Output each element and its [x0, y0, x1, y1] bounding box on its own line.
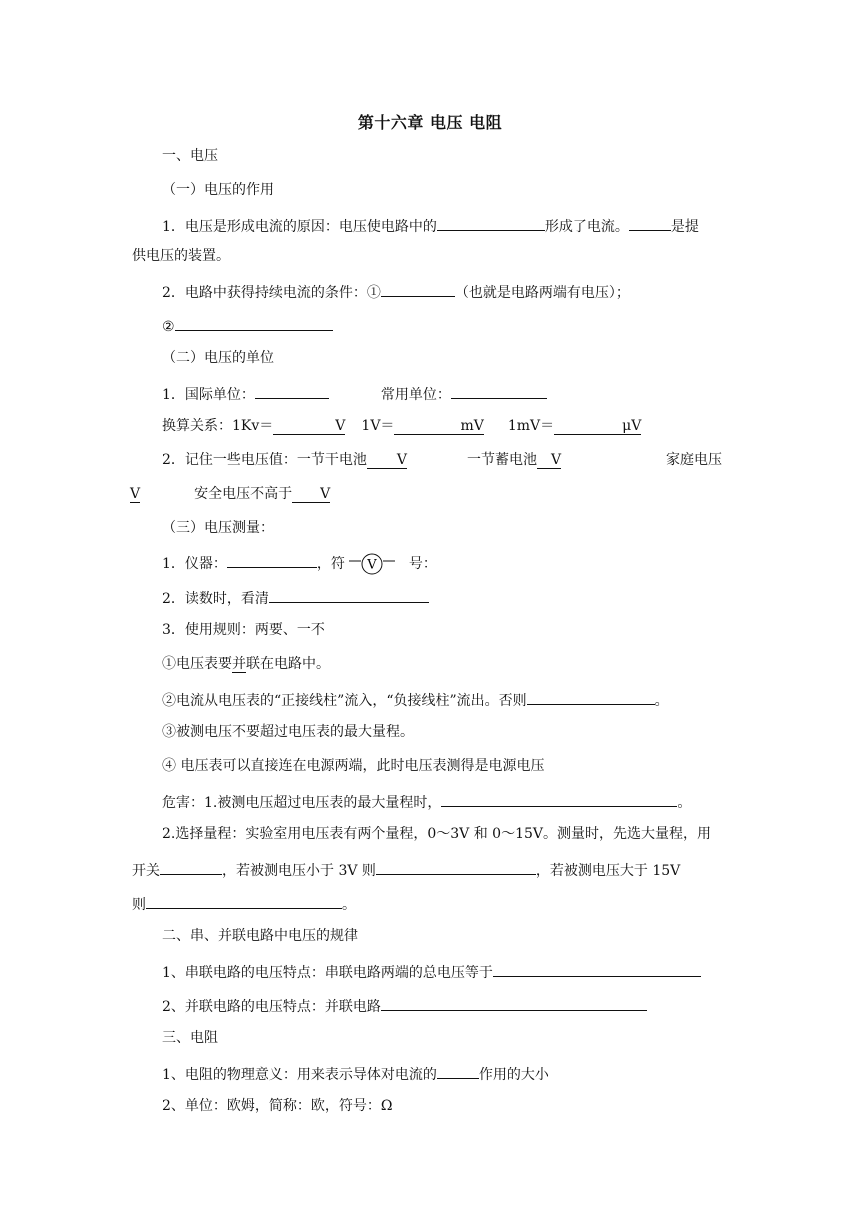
question-text: ②: [162, 319, 175, 335]
question-text: 1V＝: [361, 418, 395, 434]
answer-blank[interactable]: [537, 452, 561, 469]
question-text: 2．记住一些电压值：一节干电池: [162, 452, 367, 468]
section-series-parallel-heading: 二、串、并联电路中电压的规律: [162, 928, 358, 944]
subsection-voltage-measure-heading: （三）电压测量：: [162, 520, 274, 536]
question-2-line: [162, 280, 630, 303]
underlined-word: 并: [232, 656, 246, 672]
rule-4-line: ④ 电压表可以直接连在电源两端，此时电压表测得是电源电压: [162, 758, 545, 774]
answer-blank[interactable]: [255, 382, 329, 399]
subsection-voltage-unit-heading: （二）电压的单位: [162, 350, 274, 366]
unit-label: V: [396, 452, 408, 468]
question-1-line: [162, 214, 699, 237]
rule-1-line: [162, 654, 330, 674]
question-text: 。: [677, 795, 692, 811]
reading-line: [162, 586, 429, 609]
question-text: 2、并联电路的电压特点：并联电路: [162, 999, 381, 1015]
voltage-values-line: [162, 450, 561, 470]
answer-blank[interactable]: [493, 960, 701, 977]
voltage-values-continuation: [130, 484, 330, 504]
question-text: 形成了电流。: [544, 219, 629, 235]
unit-label: V: [320, 486, 331, 502]
rule-text: 。: [654, 693, 669, 709]
answer-blank[interactable]: [292, 486, 330, 503]
question-text: 1．电压是形成电流的原因：电压使电路中的: [162, 219, 437, 235]
rule-text: ①电压表要: [162, 656, 232, 672]
household-voltage-label: 家庭电压: [666, 452, 722, 468]
question-text: 换算关系：1Kv＝: [162, 418, 274, 434]
question-text: 则: [132, 897, 146, 913]
question-text: ，符: [316, 556, 345, 572]
answer-blank[interactable]: [273, 418, 345, 435]
answer-blank[interactable]: [629, 214, 671, 231]
unit-label: V: [130, 486, 141, 502]
question-text: 开关: [132, 863, 160, 879]
unit-label: mV: [460, 418, 484, 434]
answer-blank[interactable]: [160, 858, 222, 875]
question-text: 1、串联电路的电压特点：串联电路两端的总电压等于: [162, 965, 493, 981]
question-text: （也就是电路两端有电压）；: [454, 285, 630, 301]
range-selection-continuation: [132, 858, 680, 881]
range-selection-line: 2.选择量程：实验室用电压表有两个量程，0～3V 和 0～15V。测量时，先选大量程，用: [162, 826, 712, 842]
answer-blank[interactable]: [451, 382, 547, 399]
answer-blank[interactable]: [527, 688, 655, 705]
question-text: 一节蓄电池: [467, 452, 538, 468]
question-text: 作用的大小: [478, 1067, 549, 1083]
question-text: 1mV＝: [507, 418, 555, 434]
answer-blank[interactable]: [227, 551, 317, 568]
unit-label: V: [551, 452, 562, 468]
section-voltage-heading: 一、电压: [162, 148, 218, 164]
answer-blank[interactable]: [437, 214, 545, 231]
question-text: 。: [342, 897, 356, 913]
rule-text: ②电流从电压表的“正接线柱”流入，“负接线柱”流出。否则: [162, 693, 527, 709]
range-selection-end: [132, 892, 356, 915]
resistance-unit-line: 2、单位：欧姆，简称：欧，符号：Ω: [162, 1098, 393, 1114]
answer-blank[interactable]: [441, 790, 677, 807]
question-text: 危害：1.被测电压超过电压表的最大量程时，: [162, 795, 442, 811]
instrument-line: [162, 551, 437, 575]
subsection-voltage-role-heading: （一）电压的作用: [162, 182, 274, 198]
answer-blank[interactable]: [437, 1062, 479, 1079]
question-text: 1．国际单位：: [162, 387, 255, 403]
unit-label: V: [335, 418, 346, 434]
question-text: 是提: [670, 219, 699, 235]
series-voltage-line: [162, 960, 701, 983]
question-text: ，若被测电压小于 3V 则: [222, 863, 376, 879]
answer-blank[interactable]: [376, 858, 536, 875]
question-text: 2．电路中获得持续电流的条件：①: [162, 285, 381, 301]
answer-blank[interactable]: [175, 314, 333, 331]
answer-blank[interactable]: [146, 892, 342, 909]
question-text: 1、电阻的物理意义：用来表示导体对电流的: [162, 1067, 437, 1083]
hazard-line: [162, 790, 691, 813]
conversion-line: [162, 416, 641, 436]
answer-blank[interactable]: [130, 486, 140, 503]
voltmeter-symbol-letter: V: [367, 557, 377, 573]
section-resistance-heading: 三、电阻: [162, 1030, 218, 1046]
question-text: ，若被测电压大于 15V: [535, 863, 681, 879]
unit-line: [162, 382, 547, 405]
chapter-title: 第十六章 电压 电阻: [357, 113, 503, 132]
resistance-meaning-line: [162, 1062, 549, 1085]
rule-text: 联在电路中。: [246, 656, 330, 672]
question-text: 常用单位：: [380, 387, 451, 403]
answer-blank[interactable]: [381, 994, 647, 1011]
answer-blank[interactable]: [269, 586, 429, 603]
question-text: 1．仪器：: [162, 556, 227, 572]
rule-2-line: [162, 688, 669, 711]
parallel-voltage-line: [162, 994, 647, 1017]
answer-blank[interactable]: [367, 452, 407, 469]
question-1-continuation: 供电压的装置。: [132, 248, 230, 264]
question-2-continuation: [162, 314, 333, 337]
unit-label: μV: [622, 418, 642, 434]
answer-blank[interactable]: [554, 418, 641, 435]
question-text: 号：: [408, 556, 437, 572]
usage-rules-line: 3．使用规则：两要、一不: [162, 622, 325, 638]
answer-blank[interactable]: [394, 418, 483, 435]
answer-blank[interactable]: [381, 280, 455, 297]
rule-3-line: ③被测电压不要超过电压表的最大量程。: [162, 724, 414, 740]
question-text: 安全电压不高于: [194, 486, 293, 502]
question-text: 2．读数时，看清: [162, 591, 269, 607]
voltmeter-symbol: [349, 553, 395, 575]
